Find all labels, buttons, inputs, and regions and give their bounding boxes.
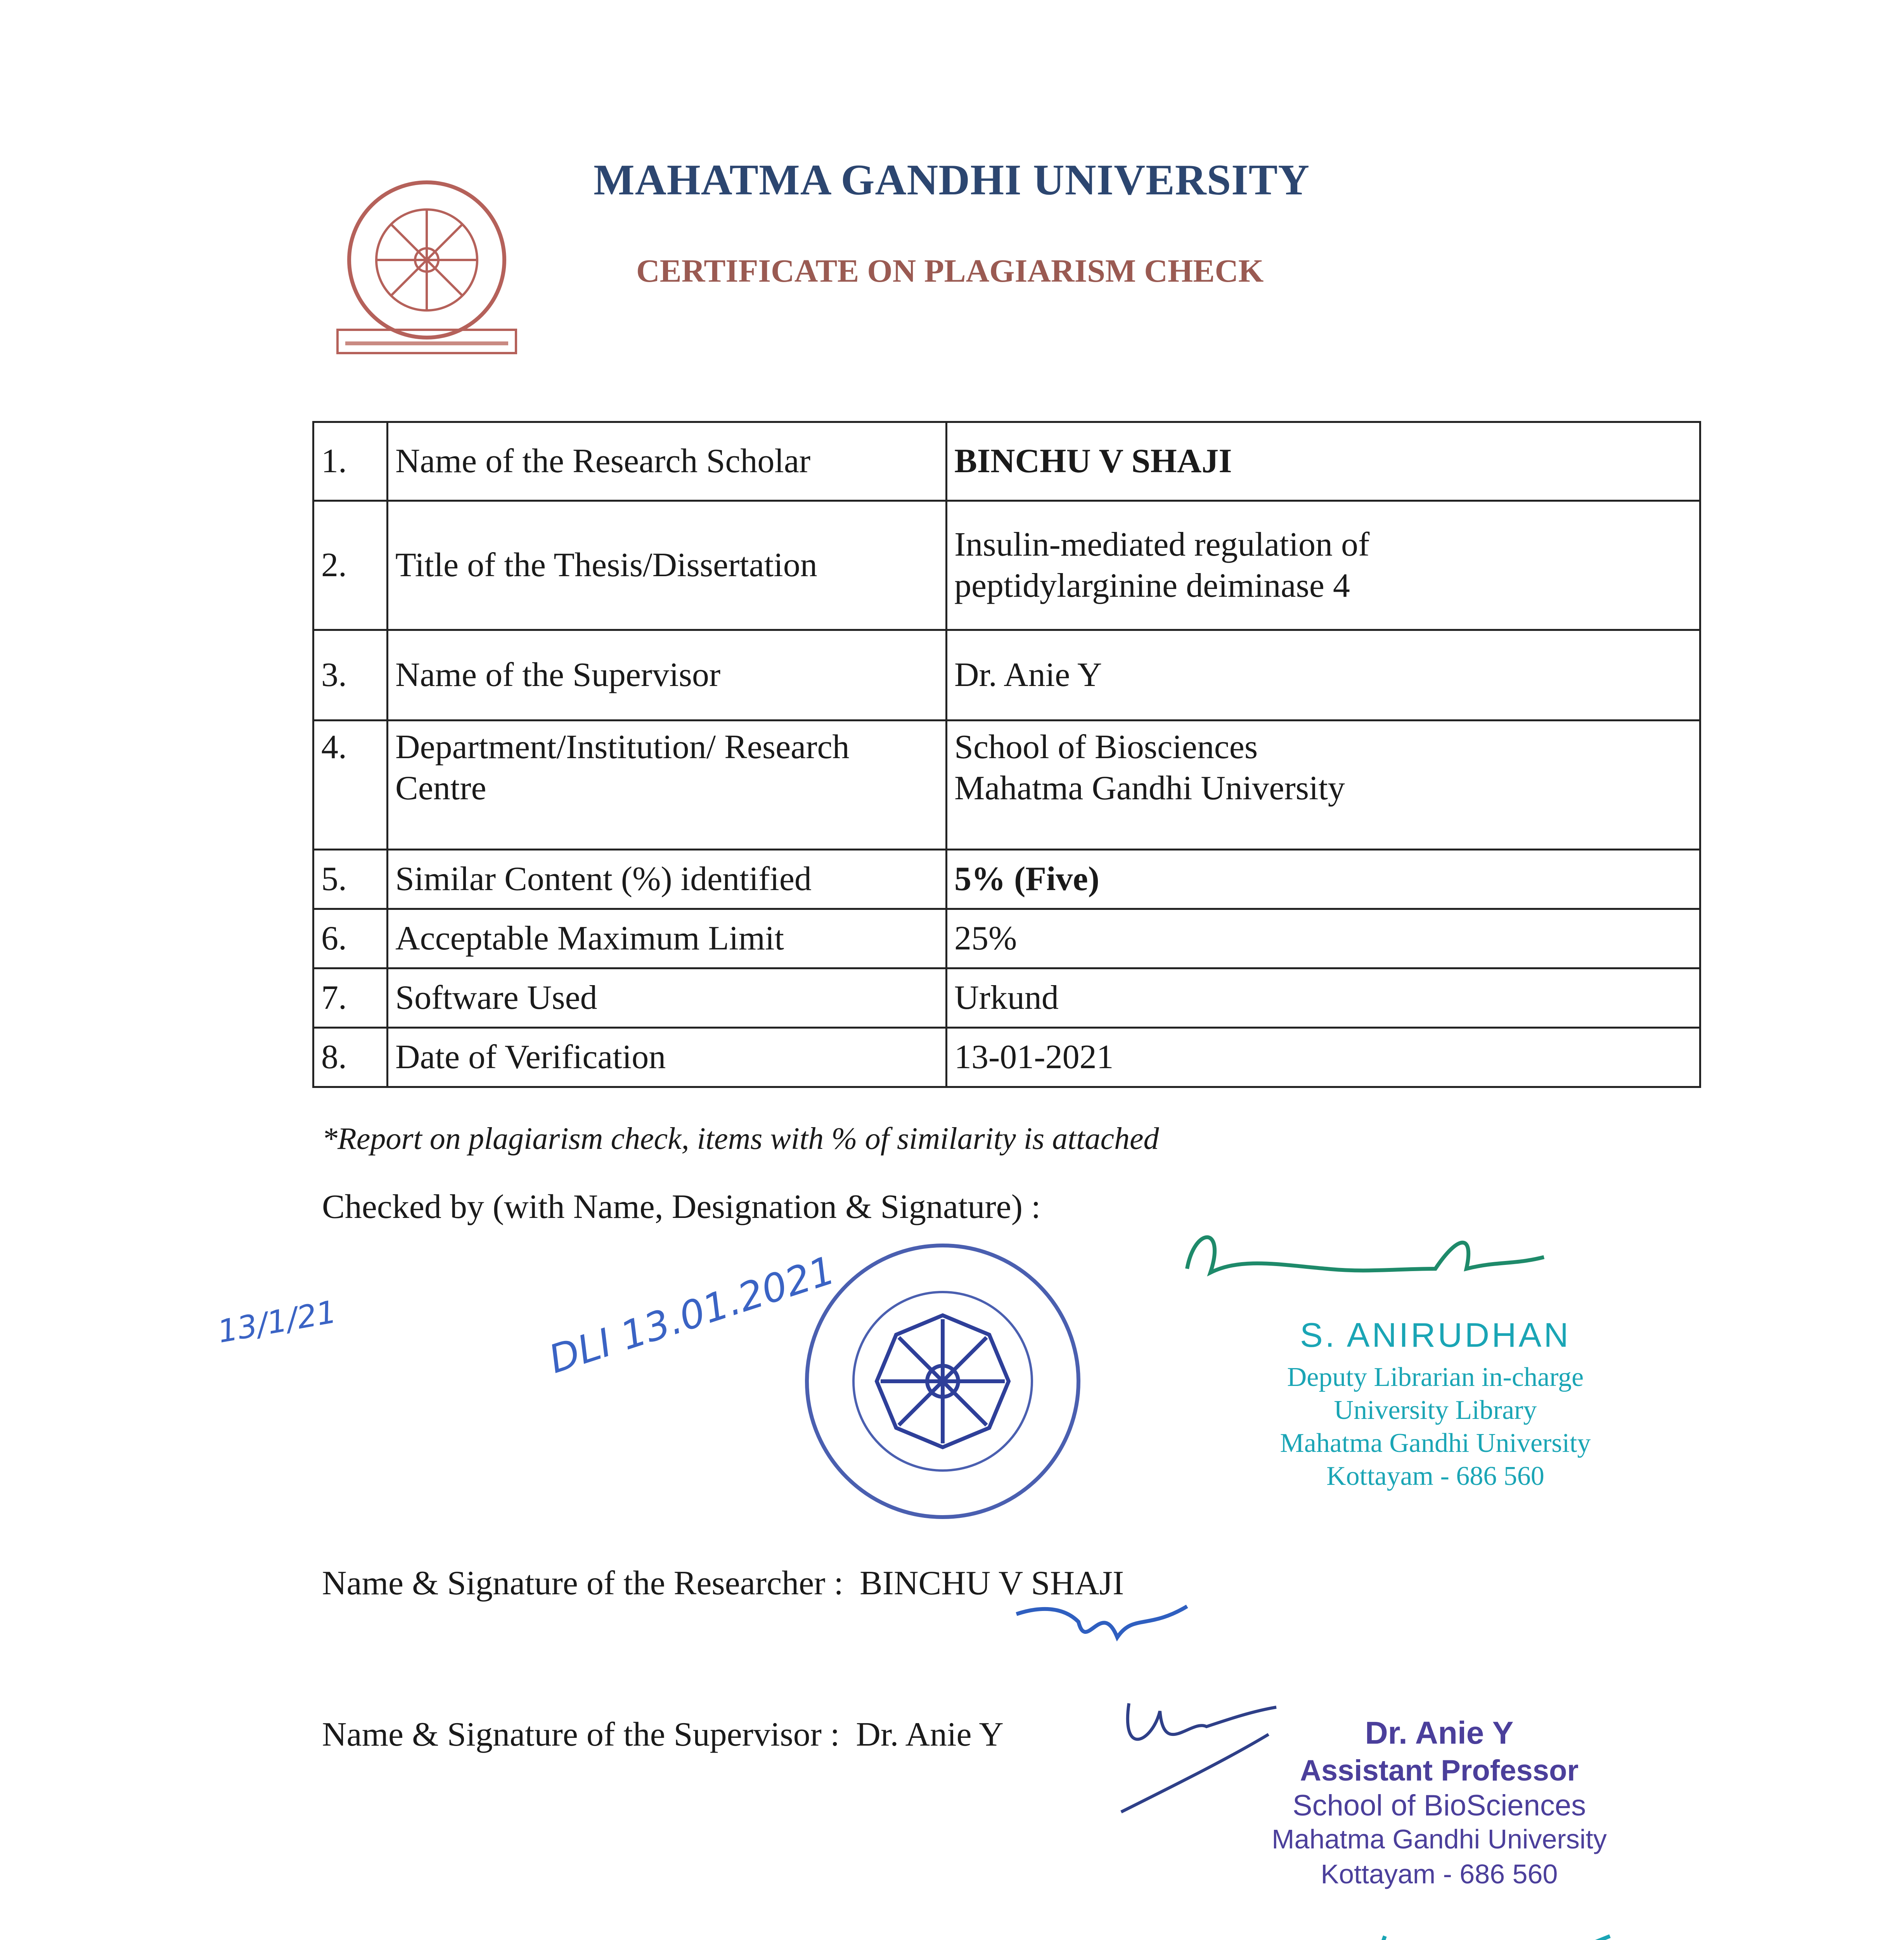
researcher-signature	[1009, 1591, 1203, 1661]
signature-scribble-icon	[1338, 1921, 1633, 1940]
table-row	[313, 968, 1700, 1028]
row-label: Name of the Supervisor	[388, 630, 947, 721]
max-limit-value: 25%	[947, 909, 1700, 968]
handwritten-date-note: 13/1/21	[215, 1293, 339, 1350]
table-row	[313, 630, 1700, 721]
signature-scribble-icon	[1009, 1591, 1203, 1661]
row-label: Date of Verification	[388, 1028, 947, 1087]
supervisor-value: Dr. Anie Y	[947, 630, 1700, 721]
row-label: Acceptable Maximum Limit	[388, 909, 947, 968]
certificate-title: CERTIFICATE ON PLAGIARISM CHECK	[636, 253, 1264, 289]
supervisor-stamp-name: Dr. Anie Y	[1365, 1715, 1514, 1751]
library-seal	[795, 1234, 1090, 1529]
row-label: Name of the Research Scholar	[388, 422, 947, 501]
label-line: Centre	[395, 769, 486, 807]
department-value	[947, 721, 1700, 850]
row-number: 3.	[313, 630, 388, 721]
supervisor-name: Dr. Anie Y	[856, 1716, 1004, 1753]
details-table	[312, 421, 1701, 1088]
university-title: MAHATMA GANDHI UNIVERSITY	[594, 156, 1310, 204]
row-number: 7.	[313, 968, 388, 1028]
row-label	[388, 721, 947, 850]
similarity-value: 5% (Five)	[947, 850, 1700, 909]
table-row	[313, 422, 1700, 501]
row-number: 6.	[313, 909, 388, 968]
row-number: 1.	[313, 422, 388, 501]
librarian-address: Kottayam - 686 560	[1326, 1461, 1544, 1491]
row-number: 8.	[313, 1028, 388, 1087]
librarian-department: University Library	[1334, 1395, 1537, 1425]
handwritten-dated-signature: DLI 13.01.2021	[543, 1247, 840, 1382]
researcher-signature-line	[322, 1564, 1124, 1603]
librarian-university: Mahatma Gandhi University	[1280, 1428, 1591, 1458]
row-label: Title of the Thesis/Dissertation	[388, 501, 947, 630]
row-number: 2.	[313, 501, 388, 630]
library-seal-icon	[795, 1234, 1090, 1529]
supervisor-stamp-university: Mahatma Gandhi University	[1272, 1824, 1607, 1854]
librarian-signature	[1164, 1211, 1629, 1304]
department-line: School of Biosciences	[954, 728, 1258, 766]
university-seal-icon	[330, 171, 524, 365]
librarian-name: S. ANIRUDHAN	[1300, 1316, 1571, 1354]
department-line: Mahatma Gandhi University	[954, 769, 1345, 807]
table-row	[313, 850, 1700, 909]
university-logo	[330, 171, 524, 365]
supervisor-label: Name & Signature of the Supervisor :	[322, 1716, 840, 1753]
supervisor-stamp-title: Assistant Professor	[1300, 1754, 1579, 1787]
supervisor-signature-line	[322, 1715, 1004, 1754]
thesis-title-line: Insulin-mediated regulation of	[954, 526, 1370, 564]
thesis-title-value	[947, 501, 1700, 630]
supervisor-stamp-address: Kottayam - 686 560	[1321, 1859, 1558, 1889]
researcher-name: BINCHU V SHAJI	[859, 1564, 1124, 1602]
signature-scribble-icon	[1164, 1211, 1629, 1304]
thesis-title-line: peptidylarginine deiminase 4	[954, 567, 1350, 605]
row-label: Similar Content (%) identified	[388, 850, 947, 909]
scholar-name-value: BINCHU V SHAJI	[947, 422, 1700, 501]
table-row	[313, 1028, 1700, 1087]
verification-date-value: 13-01-2021	[947, 1028, 1700, 1087]
researcher-label: Name & Signature of the Researcher :	[322, 1564, 843, 1602]
row-label: Software Used	[388, 968, 947, 1028]
librarian-designation: Deputy Librarian in-charge	[1287, 1362, 1584, 1392]
supervisor-stamp-department: School of BioSciences	[1292, 1789, 1586, 1822]
table-row	[313, 501, 1700, 630]
table-row	[313, 721, 1700, 850]
report-note: *Report on plagiarism check, items with % of similarity is attached	[322, 1122, 1159, 1156]
row-number: 5.	[313, 850, 388, 909]
label-line: Department/Institution/ Research	[395, 728, 850, 766]
hod-signature	[1338, 1921, 1633, 1940]
software-value: Urkund	[947, 968, 1700, 1028]
checked-by-label: Checked by (with Name, Designation & Signature) :	[322, 1188, 1041, 1226]
row-number: 4.	[313, 721, 388, 850]
table-row	[313, 909, 1700, 968]
